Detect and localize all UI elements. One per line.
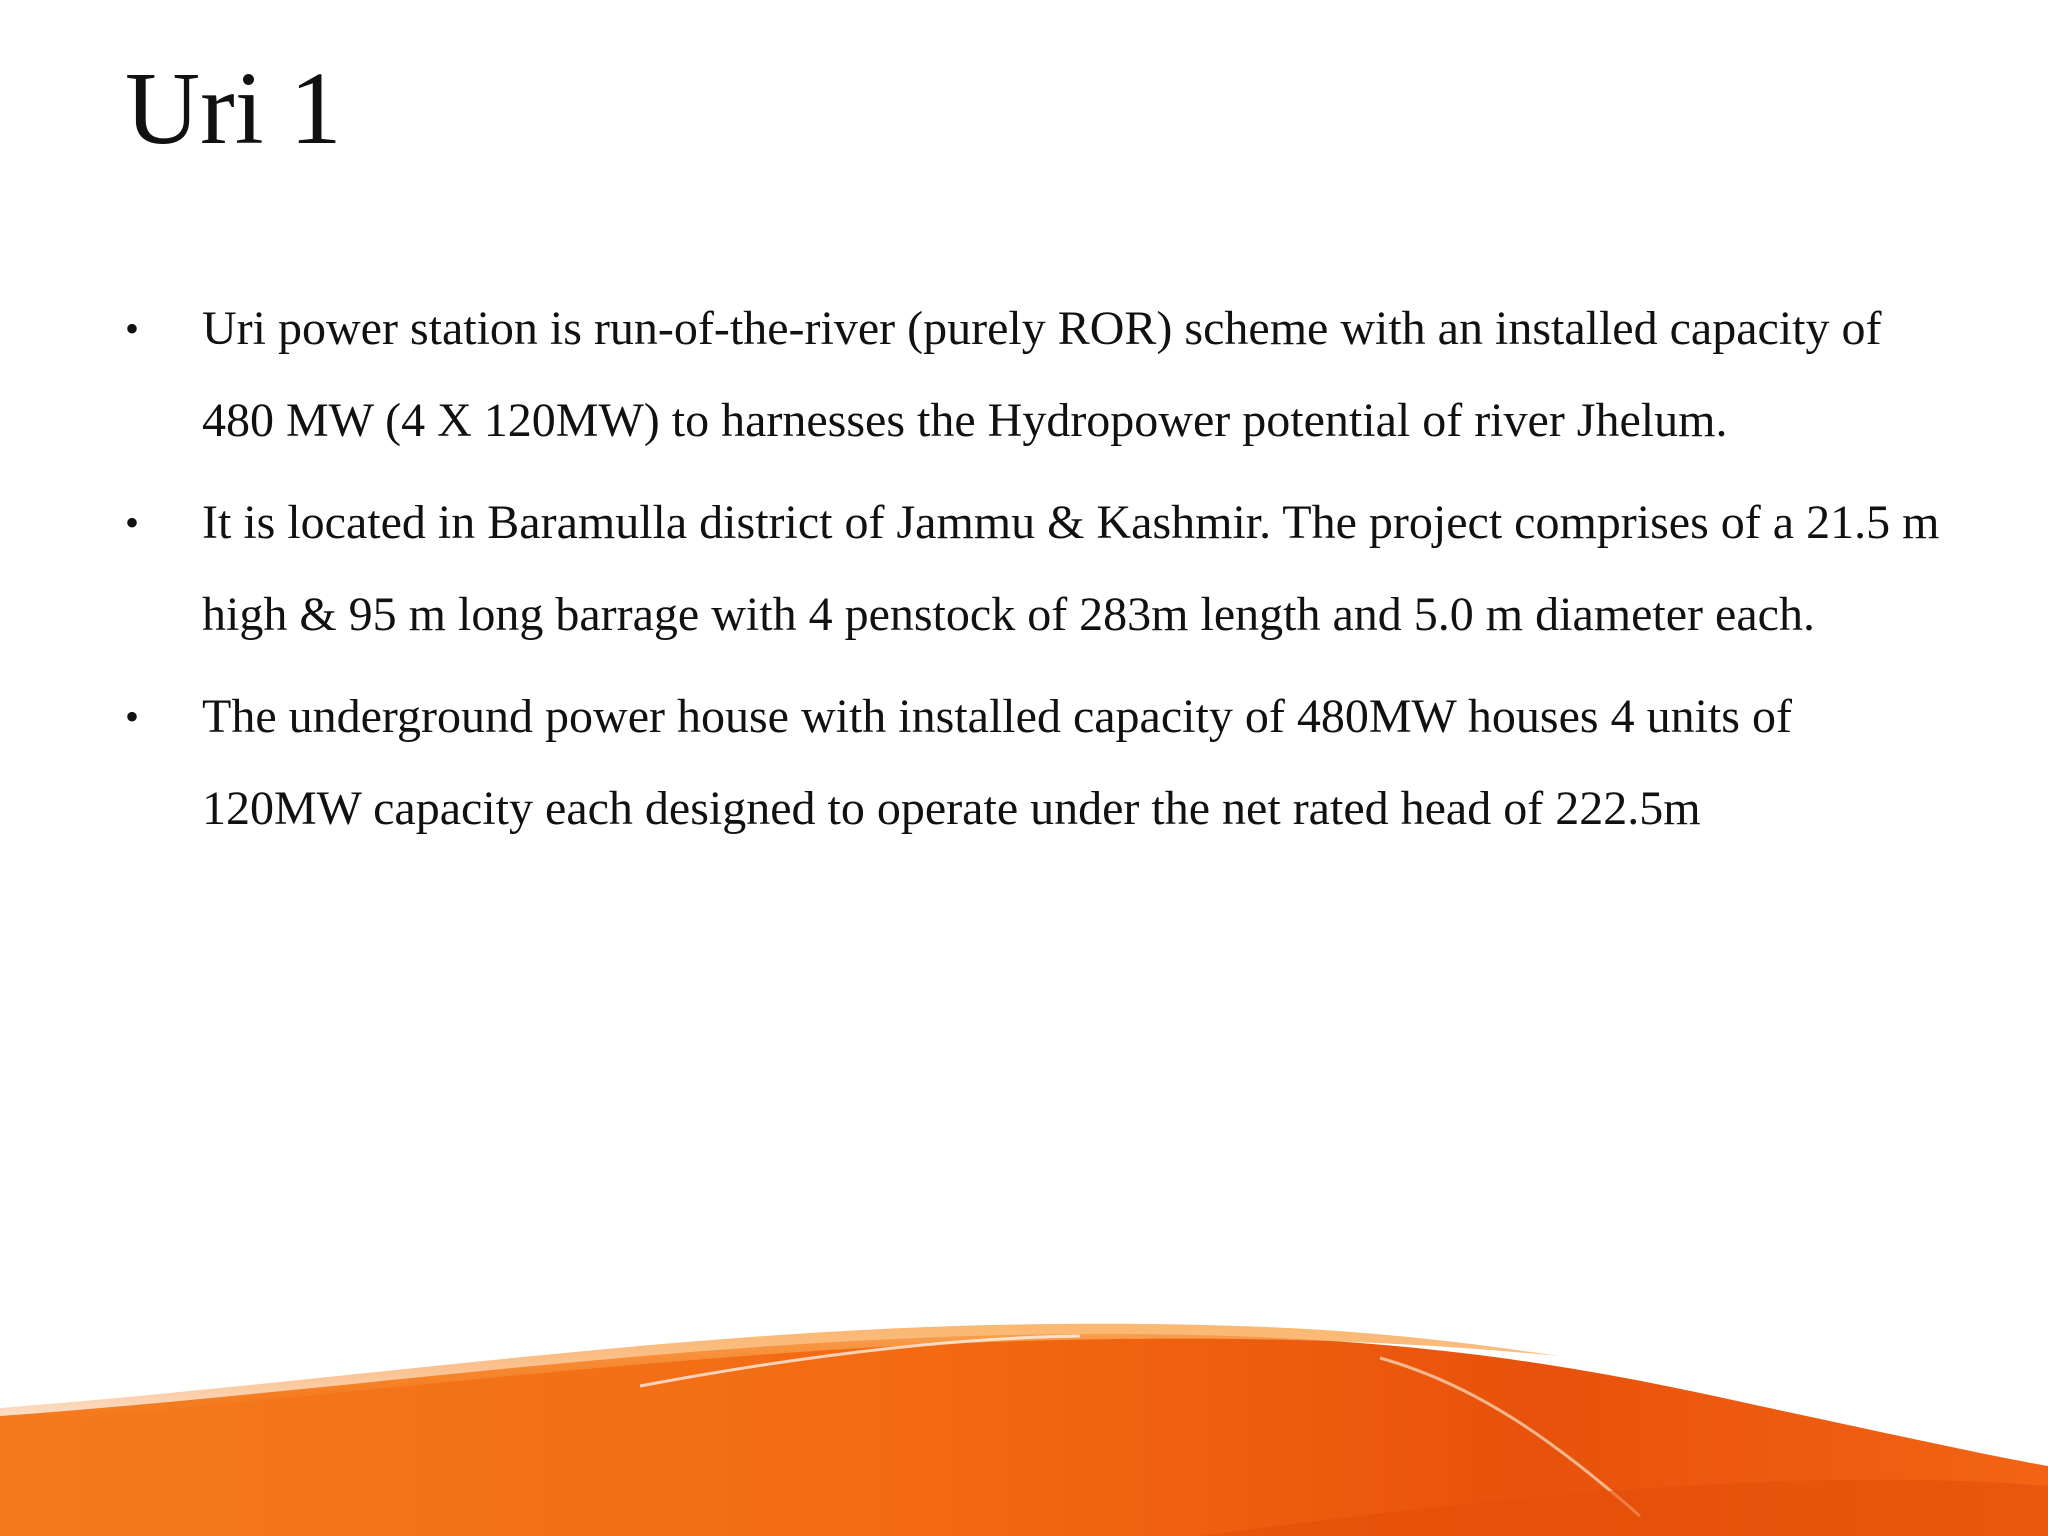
bullet-item xyxy=(125,477,1955,661)
bullet-marker: • xyxy=(125,306,140,351)
bullet-marker: • xyxy=(125,500,140,545)
bullet-text: Uri power station is run-of-the-river (purely ROR) scheme with an installed capacity of 480 MW (4 X 120MW) to harnesses the Hydropower potential of river Jhelum. xyxy=(202,302,1882,447)
slide-title: Uri 1 xyxy=(125,51,342,166)
decorative-wave xyxy=(0,1296,2048,1536)
bullet-text: The underground power house with installed capacity of 480MW houses 4 units of 120MW capacity each designed to operate under the net rated head of 222.5m xyxy=(202,690,1792,835)
bullet-text: It is located in Baramulla district of Jammu & Kashmir. The project comprises of a 21.5 m high & 95 m long barrage with 4 penstock of 283m length and 5.0 m diameter each. xyxy=(202,496,1940,641)
bullet-item xyxy=(125,671,1955,855)
bullet-item xyxy=(125,283,1955,467)
bullet-marker: • xyxy=(125,694,140,739)
bullet-list xyxy=(125,283,1955,865)
